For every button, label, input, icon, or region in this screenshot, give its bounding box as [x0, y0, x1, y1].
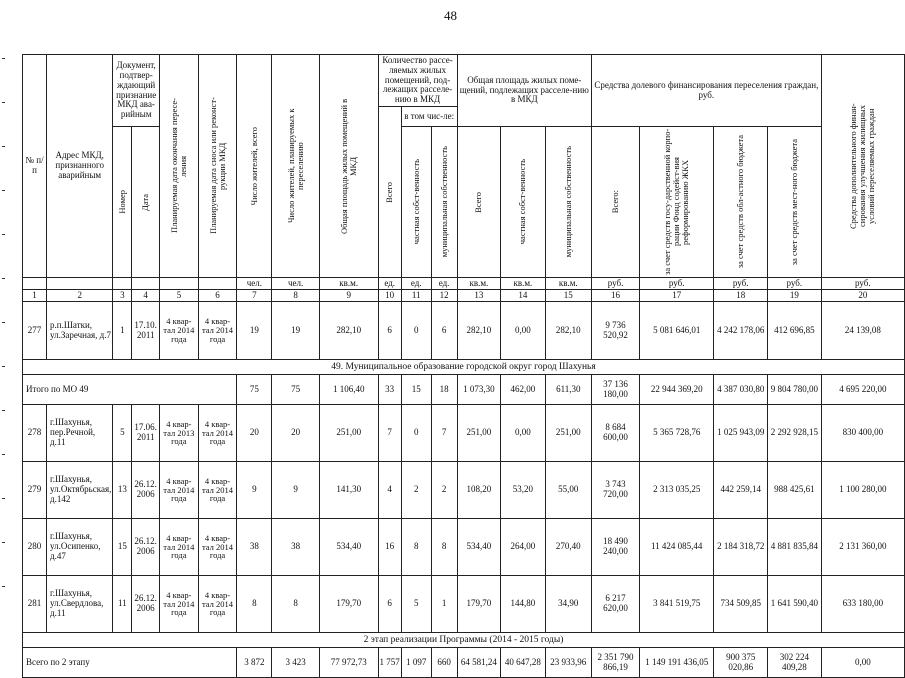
table-cell: 0,00 [821, 648, 904, 678]
table-cell: 53,20 [501, 462, 545, 519]
table-cell: г.Шахунья, ул.Осипенко, д.47 [47, 519, 113, 576]
table-cell: руб. [714, 278, 768, 290]
table-cell [132, 278, 160, 290]
table-cell: 26.12. 2006 [132, 462, 160, 519]
table-cell: 6 [378, 576, 401, 633]
resettlement-table [22, 54, 905, 678]
hdr-rooms-group: Количество рассе-ляемых жилых помещений, под-лежащих расселе-нию в МКД [378, 55, 457, 107]
table-cell: 19 [272, 302, 320, 360]
table-cell: 7 [431, 405, 457, 462]
table-cell: 0,00 [501, 302, 545, 360]
table-cell: 5 081 646,01 [640, 302, 714, 360]
table-cell: руб. [768, 278, 822, 290]
table-cell: 12 [431, 290, 457, 302]
table-cell: 6 [431, 302, 457, 360]
table-cell: 4 квар-тал 2014 года [159, 576, 198, 633]
table-cell: 4 242 178,06 [714, 302, 768, 360]
table-cell: кв.м. [319, 278, 378, 290]
table-cell: 1 025 943,09 [714, 405, 768, 462]
hdr-col9: Общая площадь жилых помещений в МКД [319, 55, 378, 278]
table-cell: 19 [768, 290, 822, 302]
table-cell: 1 757 [378, 648, 401, 678]
table-cell: 4 квар-тал 2014 года [198, 462, 237, 519]
hdr-col18: за счет средств обл-астного бюджета [714, 127, 768, 278]
table-cell: 270,40 [545, 519, 592, 576]
table-cell: 9 [237, 462, 272, 519]
table-cell: 8 [401, 519, 431, 576]
table-cell: 20 [237, 405, 272, 462]
table-cell: 5 [113, 405, 132, 462]
margin-mark [2, 410, 5, 411]
table-cell: 16 [378, 519, 401, 576]
table-cell: 462,00 [501, 375, 545, 405]
table-cell: 141,30 [319, 462, 378, 519]
hdr-col15: муниципальная собственность [545, 127, 592, 278]
table-cell: 251,00 [545, 405, 592, 462]
table-cell: 4 квар-тал 2014 года [198, 405, 237, 462]
table-cell: 144,80 [501, 576, 545, 633]
table-cell: 2 [47, 290, 113, 302]
table-cell: 9 736 520,92 [592, 302, 640, 360]
table-cell: 2 [401, 462, 431, 519]
table-cell: Всего по 2 этапу [23, 648, 237, 678]
table-cell: 5 [401, 576, 431, 633]
hdr-col4: Дата [132, 127, 160, 278]
table-cell: 4 квар-тал 2014 года [159, 462, 198, 519]
table-cell: 38 [237, 519, 272, 576]
table-cell: 3 [113, 290, 132, 302]
table-cell [159, 278, 198, 290]
table-cell: 281 [23, 576, 47, 633]
table-cell: 17 [640, 290, 714, 302]
table-cell: кв.м. [501, 278, 545, 290]
section-header-49 [23, 360, 905, 375]
table-cell [47, 278, 113, 290]
table-cell: 534,40 [457, 519, 501, 576]
margin-mark [2, 366, 5, 367]
hdr-col13: Всего [457, 127, 501, 278]
table-cell: р.п.Шатки, ул.Заречная, д.7 [47, 302, 113, 360]
table-cell: 10 [378, 290, 401, 302]
table-cell: 279 [23, 462, 47, 519]
margin-mark [2, 542, 5, 543]
table-cell: кв.м. [545, 278, 592, 290]
table-cell: 23 933,96 [545, 648, 592, 678]
table-cell: 4 387 030,80 [714, 375, 768, 405]
table-cell: 3 423 [272, 648, 320, 678]
table-cell: 37 136 180,00 [592, 375, 640, 405]
table-cell: 5 [159, 290, 198, 302]
table-cell: Итого по МО 49 [23, 375, 237, 405]
table-cell: 77 972,73 [319, 648, 378, 678]
margin-mark [2, 146, 5, 147]
hdr-col3: Номер [113, 127, 132, 278]
hdr-col7: Число жителей, всего [237, 55, 272, 278]
hdr-col10: Всего [378, 107, 401, 278]
table-cell: 15 [545, 290, 592, 302]
table-cell: 278 [23, 405, 47, 462]
table-cell: 4 квар-тал 2013 года [159, 405, 198, 462]
table-cell: 280 [23, 519, 47, 576]
margin-mark [2, 278, 5, 279]
table-cell: 830 400,00 [821, 405, 904, 462]
table-cell: 108,20 [457, 462, 501, 519]
hdr-finance-group: Средства долевого финансирования переселения граждан, руб. [592, 55, 822, 127]
table-cell: 282,10 [457, 302, 501, 360]
table-row [23, 405, 905, 462]
table-cell: 4 квар-тал 2014 года [198, 576, 237, 633]
table-cell: 442 259,14 [714, 462, 768, 519]
table-cell: 49. Муниципальное образование городской округ город Шахунья [23, 360, 905, 375]
table-cell: 988 425,61 [768, 462, 822, 519]
table-cell: 264,00 [501, 519, 545, 576]
table-cell: 38 [272, 519, 320, 576]
hdr-document-group: Документ, подтвер-ждающий признание МКД ава-рийным [113, 55, 160, 127]
margin-mark [2, 234, 5, 235]
table-cell: 734 509,85 [714, 576, 768, 633]
table-cell: 4 881 835,84 [768, 519, 822, 576]
table-cell: 6 217 620,00 [592, 576, 640, 633]
table-cell: 7 [237, 290, 272, 302]
table-cell: 4 квар-тал 2014 года [198, 302, 237, 360]
table-cell: 1 106,40 [319, 375, 378, 405]
table-cell: 26.12. 2006 [132, 576, 160, 633]
table-cell: 251,00 [319, 405, 378, 462]
table-cell: 20 [821, 290, 904, 302]
table-cell: руб. [821, 278, 904, 290]
table-cell: 8 [272, 290, 320, 302]
hdr-col17: за счет средств госу-дарственной корпо-рации Фонд содейст-вия реформированию ЖКХ [640, 127, 714, 278]
table-cell: 179,70 [319, 576, 378, 633]
table-cell: 3 743 720,00 [592, 462, 640, 519]
table-cell: 0 [401, 302, 431, 360]
hdr-col1: № п/п [23, 55, 47, 278]
column-numbers-row [23, 290, 905, 302]
hdr-col14: частная собст-венность [501, 127, 545, 278]
table-cell: 534,40 [319, 519, 378, 576]
table-cell: 17.06. 2011 [132, 405, 160, 462]
table-cell [198, 278, 237, 290]
hdr-col16: Всего: [592, 127, 640, 278]
margin-mark [2, 58, 5, 59]
table-cell: 7 [378, 405, 401, 462]
table-cell: 55,00 [545, 462, 592, 519]
table-cell: 1 [113, 302, 132, 360]
table-cell: 9 [319, 290, 378, 302]
table-cell: 3 872 [237, 648, 272, 678]
margin-mark [2, 102, 5, 103]
table-cell: ед. [401, 278, 431, 290]
hdr-col11: частная собст-венность [401, 127, 431, 278]
table-cell: 1 [23, 290, 47, 302]
total-row-stage2 [23, 648, 905, 678]
hdr-rooms-sub: в том чис-ле: [401, 107, 457, 127]
table-cell: 2 292 928,15 [768, 405, 822, 462]
table-cell: 8 [431, 519, 457, 576]
hdr-col5: Планируемая дата окончания пересе-ления [159, 55, 198, 278]
table-cell: 0,00 [501, 405, 545, 462]
margin-mark [2, 586, 5, 587]
table-cell: 18 490 240,00 [592, 519, 640, 576]
table-cell: 9 804 780,00 [768, 375, 822, 405]
hdr-col20: Средства дополнительного финан-сирования улучшения жилищных условий переселяемых граждан [821, 55, 904, 278]
table-cell [23, 278, 47, 290]
table-row [23, 302, 905, 360]
table-cell: 2 313 035,25 [640, 462, 714, 519]
table-cell [113, 278, 132, 290]
table-cell: 26.12. 2006 [132, 519, 160, 576]
table-cell: 15 [113, 519, 132, 576]
table-cell: 282,10 [319, 302, 378, 360]
table-cell: 8 [237, 576, 272, 633]
table-cell: 22 944 369,20 [640, 375, 714, 405]
table-cell: 33 [378, 375, 401, 405]
table-cell: г.Шахунья, пер.Речной, д.11 [47, 405, 113, 462]
table-cell: 64 581,24 [457, 648, 501, 678]
table-cell: 6 [198, 290, 237, 302]
table-cell: 2 131 360,00 [821, 519, 904, 576]
table-cell: 302 224 409,28 [768, 648, 822, 678]
table-cell: 1 097 [401, 648, 431, 678]
table-cell: 4 квар-тал 2014 года [198, 519, 237, 576]
table-cell: 4 695 220,00 [821, 375, 904, 405]
table-cell: 2 [431, 462, 457, 519]
hdr-col6: Планируемая дата сноса или реконст-рукции МКД [198, 55, 237, 278]
table-cell: 4 квар-тал 2014 года [159, 519, 198, 576]
table-cell: 34,90 [545, 576, 592, 633]
table-cell: руб. [640, 278, 714, 290]
table-cell: ед. [378, 278, 401, 290]
table-cell: 282,10 [545, 302, 592, 360]
table-cell: 1 149 191 436,05 [640, 648, 714, 678]
table-cell: 3 841 519,75 [640, 576, 714, 633]
table-cell: 412 696,85 [768, 302, 822, 360]
table-cell: чел. [272, 278, 320, 290]
hdr-address: Адрес МКД, признанного аварийным [47, 55, 113, 278]
table-cell: 11 424 085,44 [640, 519, 714, 576]
table-cell: 8 684 600,00 [592, 405, 640, 462]
table-cell: ед. [431, 278, 457, 290]
table-row [23, 462, 905, 519]
table-cell: 611,30 [545, 375, 592, 405]
table-cell: 11 [113, 576, 132, 633]
table-cell: 18 [714, 290, 768, 302]
table-cell: 20 [272, 405, 320, 462]
table-cell: 40 647,28 [501, 648, 545, 678]
table-cell: 11 [401, 290, 431, 302]
table-cell: руб. [592, 278, 640, 290]
table-cell: 0 [401, 405, 431, 462]
table-cell: 24 139,08 [821, 302, 904, 360]
hdr-col19: за счет средств мест-ного бюджета [768, 127, 822, 278]
page-number: 48 [444, 8, 457, 23]
section-header-stage2 [23, 633, 905, 648]
table-cell: 1 100 280,00 [821, 462, 904, 519]
table-cell: 13 [113, 462, 132, 519]
table-cell: 14 [501, 290, 545, 302]
table-cell: 75 [237, 375, 272, 405]
table-cell: 251,00 [457, 405, 501, 462]
table-cell: 179,70 [457, 576, 501, 633]
total-row-mo49 [23, 375, 905, 405]
table-cell: 18 [431, 375, 457, 405]
table-cell: 277 [23, 302, 47, 360]
table-cell: 19 [237, 302, 272, 360]
table-cell: 633 180,00 [821, 576, 904, 633]
table-cell: 900 375 020,86 [714, 648, 768, 678]
table-cell: 1 641 590,40 [768, 576, 822, 633]
table-cell: кв.м. [457, 278, 501, 290]
table-row [23, 576, 905, 633]
table-cell: 6 [378, 302, 401, 360]
units-row [23, 278, 905, 290]
table-row [23, 519, 905, 576]
table-cell: 8 [272, 576, 320, 633]
table-cell: 4 квар-тал 2014 года [159, 302, 198, 360]
table-cell: 9 [272, 462, 320, 519]
table-cell: г.Шахунья, ул.Октябрьская, д.142 [47, 462, 113, 519]
hdr-col8: Число жителей, планируемых к переселению [272, 55, 320, 278]
table-cell: 5 365 728,76 [640, 405, 714, 462]
table-cell: чел. [237, 278, 272, 290]
table-cell: 4 [132, 290, 160, 302]
margin-mark [2, 322, 5, 323]
table-cell: 1 073,30 [457, 375, 501, 405]
hdr-col12: муниципальная собственность [431, 127, 457, 278]
margin-mark [2, 190, 5, 191]
table-cell: 4 [378, 462, 401, 519]
table-cell: 75 [272, 375, 320, 405]
table-cell: 660 [431, 648, 457, 678]
table-cell: 2 351 790 866,19 [592, 648, 640, 678]
table-cell: 17.10. 2011 [132, 302, 160, 360]
table-cell: 13 [457, 290, 501, 302]
table-cell: 16 [592, 290, 640, 302]
table-cell: г.Шахунья, ул.Свердлова, д.11 [47, 576, 113, 633]
hdr-area-group: Общая площадь жилых поме-щений, подлежащих расселе-нию в МКД [457, 55, 591, 127]
table-cell: 2 этап реализации Программы (2014 - 2015 годы) [23, 633, 905, 648]
table-cell: 1 [431, 576, 457, 633]
margin-mark [2, 454, 5, 455]
table-cell: 2 184 318,72 [714, 519, 768, 576]
margin-mark [2, 498, 5, 499]
table-cell: 15 [401, 375, 431, 405]
